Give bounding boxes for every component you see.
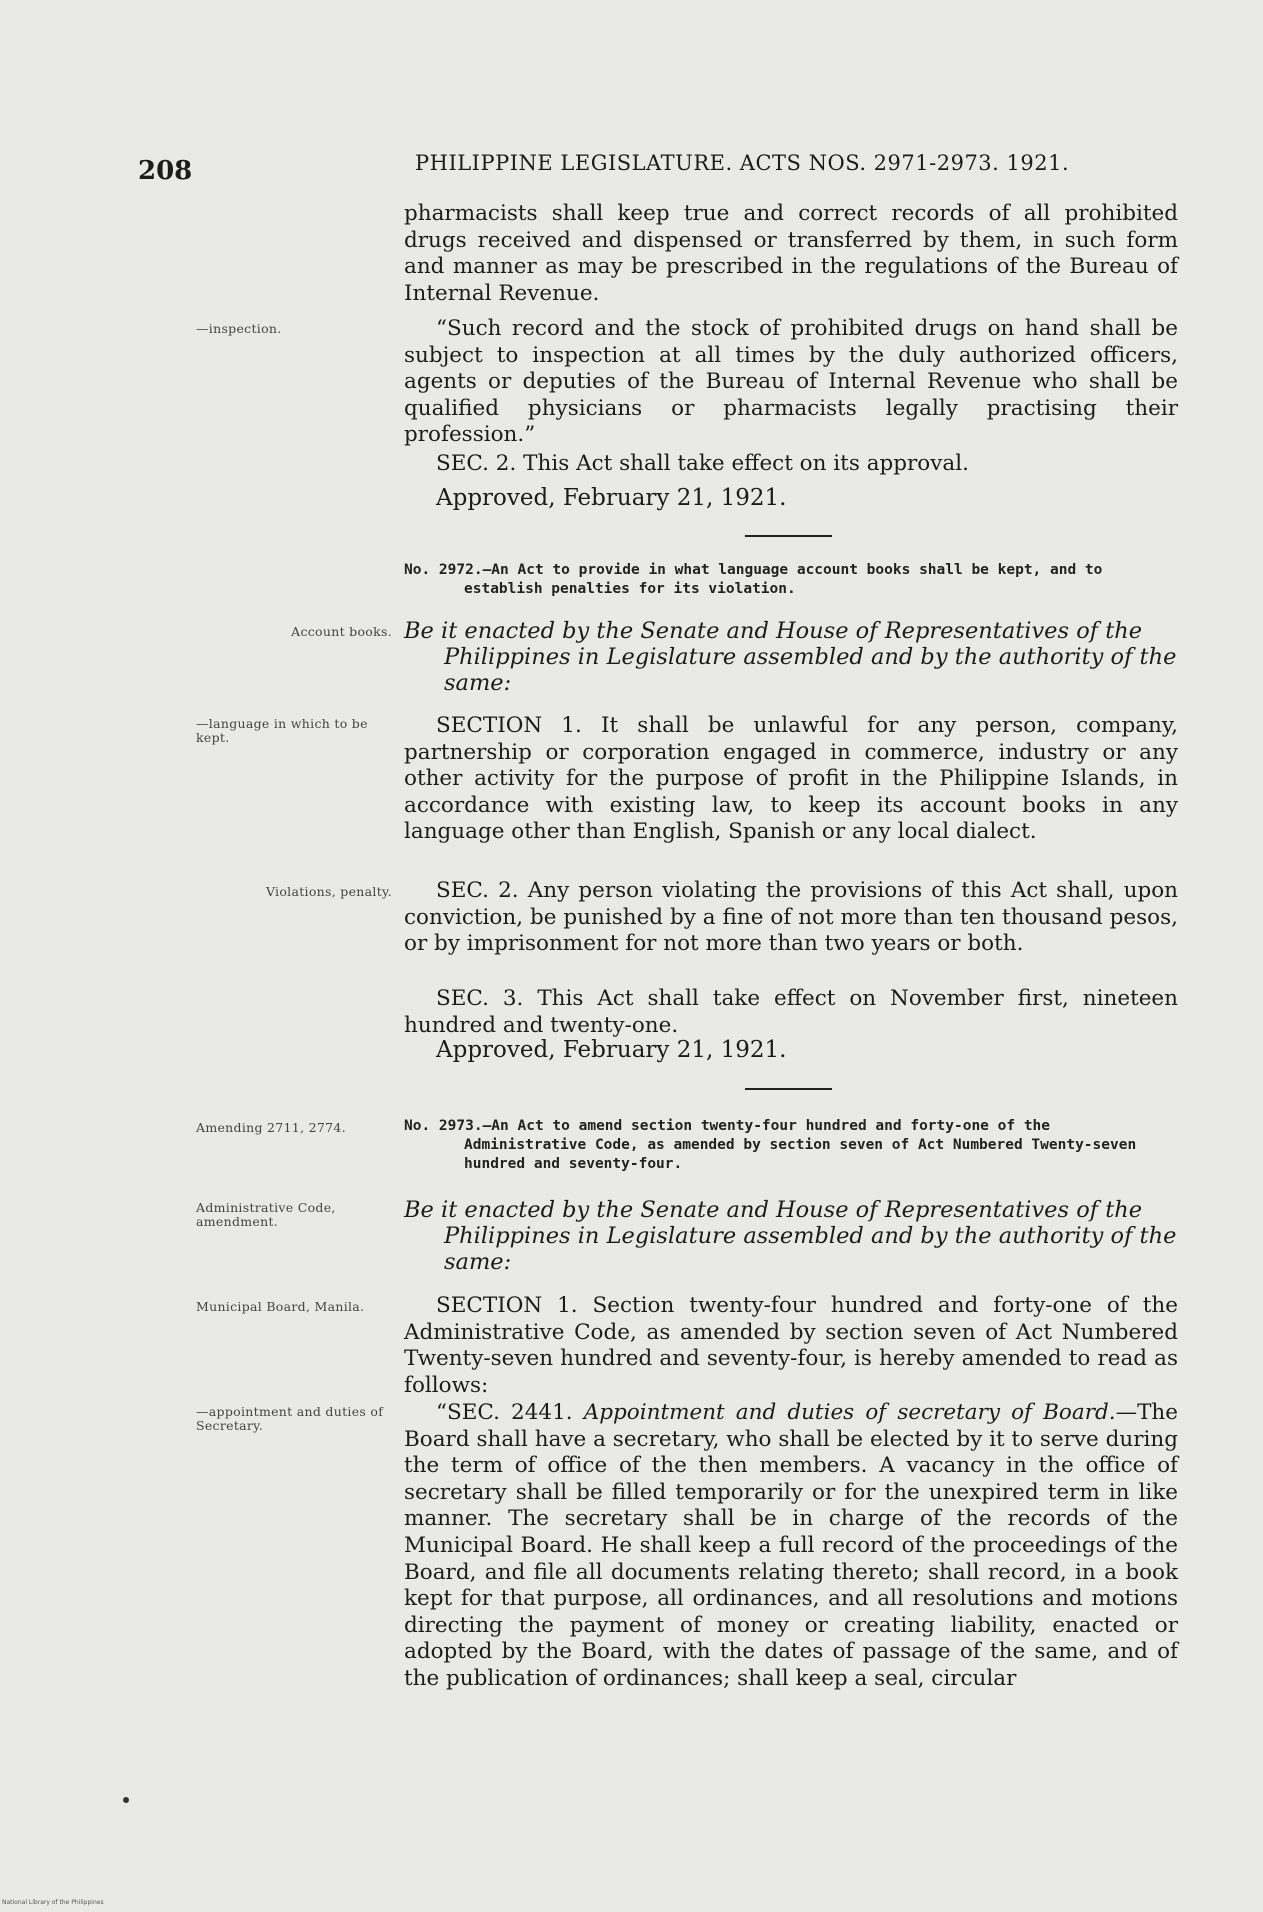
- act-2973-enacting-clause: Be it enacted by the Senate and House of Representatives of the Philippines in Legislature assembled and by the authority of the same:: [404, 1197, 1177, 1275]
- scan-footer: National Library of the Philippines: [2, 1899, 104, 1906]
- section-a-p3: SEC. 2. This Act shall take effect on its approval.: [436, 451, 969, 476]
- margin-note-inspection: —inspection.: [196, 321, 282, 336]
- section-a-p1: pharmacists shall keep true and correct records of all prohibited drugs received and dispensed or transferred by them, in such form and manner as may be prescribed in the regulations of the Bureau of Internal Revenue.: [404, 201, 1178, 306]
- margin-note-amending: Amending 2711, 2774.: [196, 1120, 346, 1135]
- margin-note-violations: Violations, penalty.: [265, 884, 392, 899]
- divider-rule: [745, 535, 832, 537]
- act-2972-section-3: SEC. 3. This Act shall take effect on November first, nineteen hundred and twenty-one.: [404, 986, 1179, 1038]
- margin-note-language: —language in which to be kept.: [196, 716, 368, 745]
- margin-note-municipal-board: Municipal Board, Manila.: [196, 1299, 365, 1314]
- act-2973-section-1: SECTION 1. Section twenty-four hundred and forty-one of the Administrative Code, as amended by section seven of Act Numbered Twenty-seven hundred and seventy-four, is hereby amended to read as follows:: [404, 1293, 1178, 1398]
- ink-speck: [123, 1797, 129, 1803]
- page-number: 208: [138, 156, 193, 186]
- act-2973-section-2441: “SEC. 2441. Appointment and duties of secretary of Board.—The Board shall have a secretary, who shall be elected by it to serve during the term of office of the then members. A vacancy in the office of secretary shall be filled temporarily or for the unexpired term in like manner. The secretary shall be in charge of the records of the Municipal Board. He shall keep a full record of the proceedings of the Board, and file all documents relating thereto; shall record, in a book kept for that purpose, all ordinances, and all resolutions and motions directing the payment of money or creating liability, enacted or adopted by the Board, with the dates of passage of the same, and of the publication of ordinances; shall keep a seal, circular: [404, 1400, 1178, 1691]
- divider-rule: [745, 1088, 832, 1090]
- act-2972-enacting-clause: Be it enacted by the Senate and House of Representatives of the Philippines in Legislature assembled and by the authority of the same:: [404, 618, 1177, 696]
- act-2972-title: No. 2972.—An Act to provide in what language account books shall be kept, and to establish penalties for its violation.: [404, 562, 1103, 597]
- section-a-approved: Approved, February 21, 1921.: [436, 485, 787, 511]
- act-2972-approved: Approved, February 21, 1921.: [436, 1037, 787, 1063]
- margin-note-appointment: —appointment and duties of Secretary.: [196, 1404, 384, 1433]
- running-head: PHILIPPINE LEGISLATURE. ACTS NOS. 2971-2973. 1921.: [415, 151, 1070, 175]
- act-2973-title: No. 2973.—An Act to amend section twenty-four hundred and forty-one of the Administrative Code, as amended by section seven of Act Numbered Twenty-seven hundred and seventy-four.: [404, 1118, 1137, 1172]
- section-a-p2: “Such record and the stock of prohibited drugs on hand shall be subject to inspection at all times by the duly authorized officers, agents or deputies of the Bureau of Internal Revenue who shall be qualified physicians or pharmacists legally practising their profession.”: [404, 316, 1178, 448]
- margin-note-account-books: Account books.: [291, 624, 392, 639]
- act-2972-section-2: SEC. 2. Any person violating the provisions of this Act shall, upon conviction, be punished by a fine of not more than ten thousand pesos, or by imprisonment for not more than two years or both.: [404, 878, 1178, 957]
- act-2972-section-1: SECTION 1. It shall be unlawful for any person, company, partnership or corporation engaged in commerce, industry or any other activity for the purpose of profit in the Philippine Islands, in accordance with existing law, to keep its account books in any language other than English, Spanish or any local dialect.: [404, 713, 1178, 845]
- margin-note-admin-code: Administrative Code, amendment.: [196, 1200, 336, 1229]
